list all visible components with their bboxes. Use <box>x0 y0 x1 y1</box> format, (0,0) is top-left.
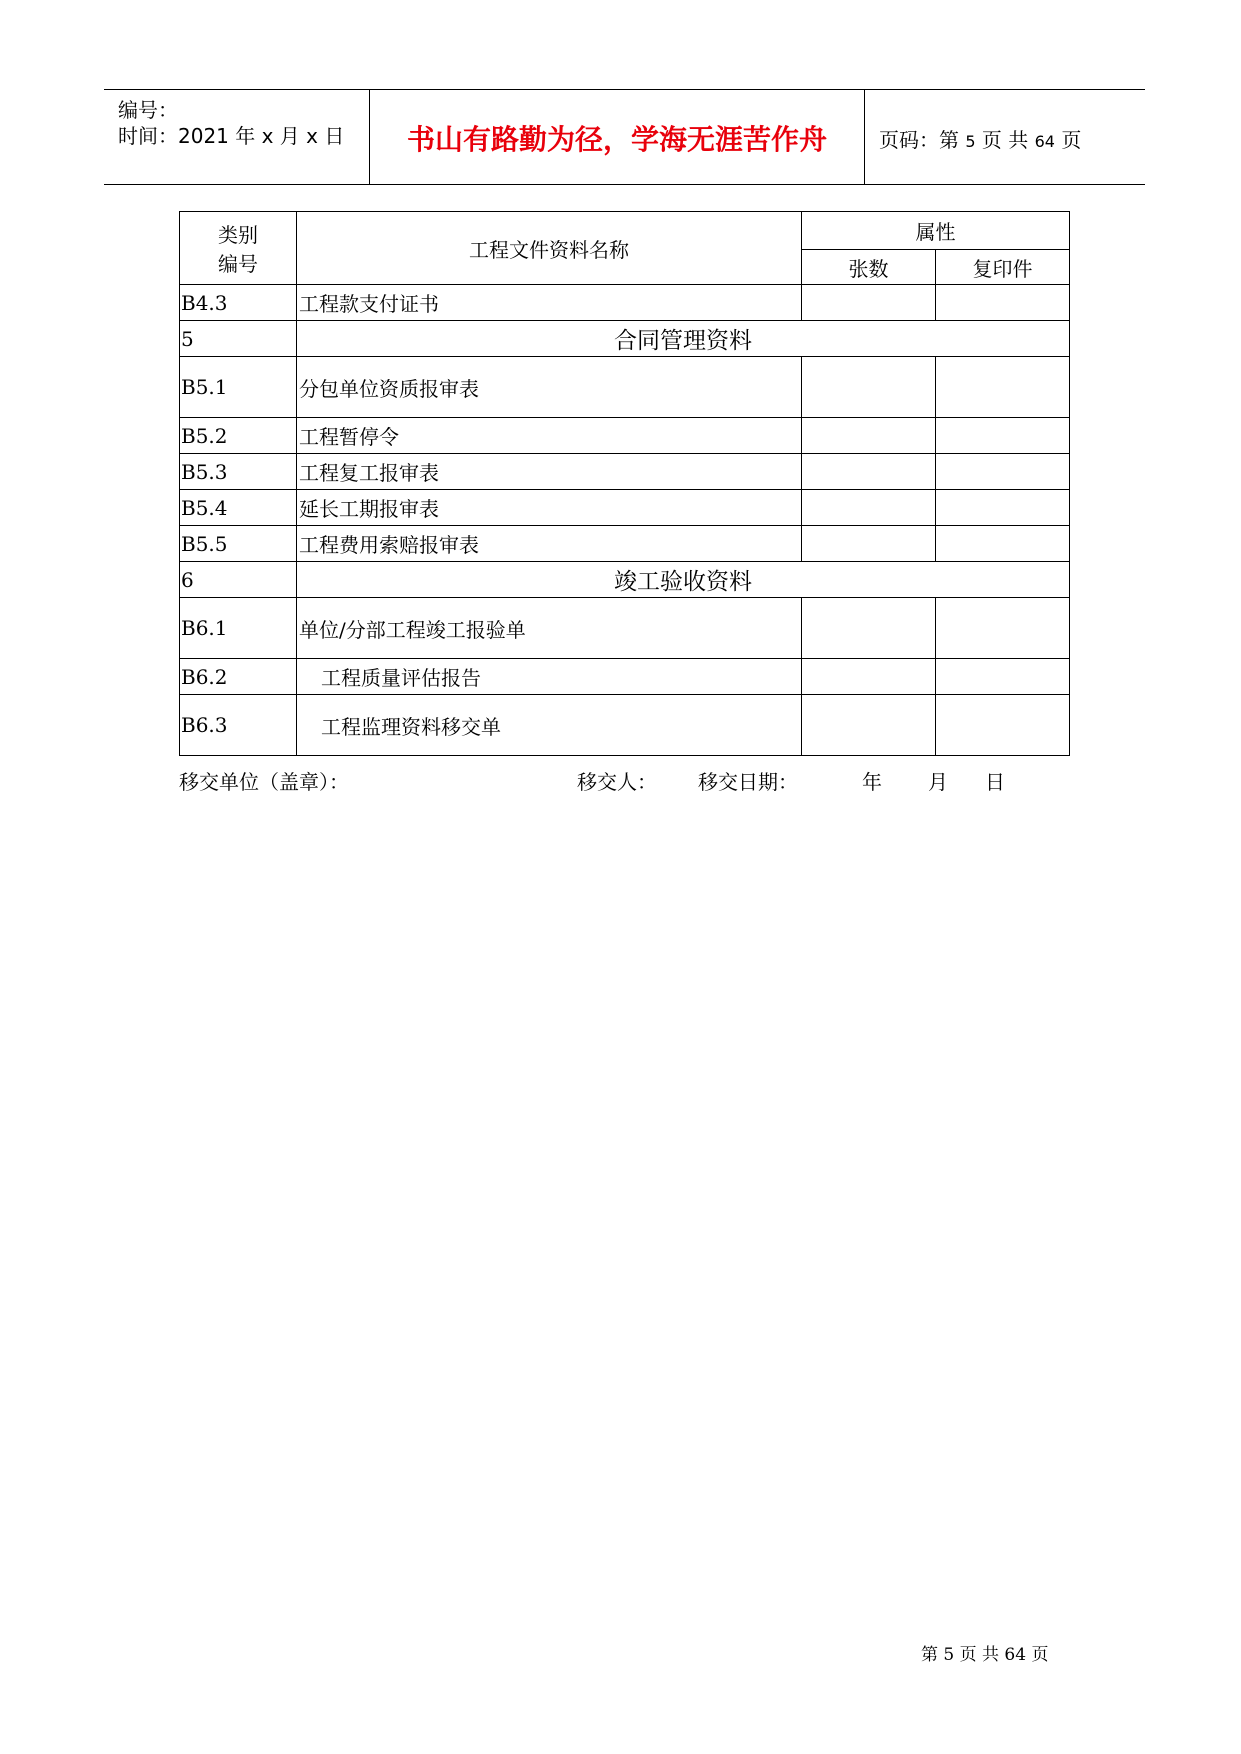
header-page-cell <box>865 90 1145 184</box>
table-row <box>180 454 1070 490</box>
section-code: 6 <box>180 562 297 598</box>
handover-year: 年 <box>862 770 882 794</box>
header-motto-cell <box>370 90 865 184</box>
handover-month: 月 <box>928 770 948 794</box>
header-meta <box>104 90 370 184</box>
table-row <box>180 695 1070 756</box>
row-copy <box>936 357 1070 418</box>
page-code-prefix: 页码：第 <box>879 128 959 152</box>
section-row <box>180 321 1070 357</box>
row-name: 分包单位资质报审表 <box>297 357 802 418</box>
page-current: 5 <box>965 132 976 151</box>
section-row <box>180 562 1070 598</box>
row-code: B6.3 <box>180 695 297 756</box>
row-name: 工程监理资料移交单 <box>297 695 802 756</box>
row-copy <box>936 526 1070 562</box>
row-copy <box>936 454 1070 490</box>
page-total: 64 <box>1034 132 1055 151</box>
header-copy-cell: 复印件 <box>936 250 1070 285</box>
page-code <box>879 124 1081 153</box>
header-category-line2: 编号 <box>218 252 258 276</box>
row-sheets <box>802 659 936 695</box>
row-name: 工程费用索赔报审表 <box>297 526 802 562</box>
header-attribute-cell: 属性 <box>802 212 1070 250</box>
page-code-mid: 页 共 <box>981 128 1029 152</box>
row-copy <box>936 598 1070 659</box>
page-code-suffix: 页 <box>1061 128 1082 152</box>
row-sheets <box>802 285 936 321</box>
row-code: B5.1 <box>180 357 297 418</box>
handover-person-label: 移交人： <box>577 770 657 794</box>
table-row <box>180 526 1070 562</box>
row-sheets <box>802 695 936 756</box>
table-row <box>180 357 1070 418</box>
handover-day: 日 <box>985 770 1005 794</box>
row-copy <box>936 659 1070 695</box>
row-sheets <box>802 490 936 526</box>
row-code: B6.2 <box>180 659 297 695</box>
table-row <box>180 598 1070 659</box>
row-copy <box>936 418 1070 454</box>
document-list-table <box>179 211 1070 756</box>
row-name: 工程暂停令 <box>297 418 802 454</box>
row-sheets <box>802 526 936 562</box>
row-sheets <box>802 454 936 490</box>
row-code: B5.2 <box>180 418 297 454</box>
table-header-row <box>180 212 1070 250</box>
row-code: B5.4 <box>180 490 297 526</box>
header-sheets-cell: 张数 <box>802 250 936 285</box>
table-row <box>180 285 1070 321</box>
doc-time: 时间：2021 年 x 月 x 日 <box>118 124 345 148</box>
header-category-line1: 类别 <box>218 223 258 247</box>
row-name: 工程质量评估报告 <box>297 659 802 695</box>
table-row <box>180 659 1070 695</box>
section-title: 合同管理资料 <box>297 321 1070 357</box>
section-title: 竣工验收资料 <box>297 562 1070 598</box>
doc-number-label: 编号： <box>118 98 178 122</box>
header-category-cell <box>180 212 297 285</box>
handover-date-label: 移交日期： <box>698 770 798 794</box>
header-name-cell: 工程文件资料名称 <box>297 212 802 285</box>
table-row <box>180 490 1070 526</box>
row-name: 单位/分部工程竣工报验单 <box>297 598 802 659</box>
row-code: B4.3 <box>180 285 297 321</box>
table-row <box>180 418 1070 454</box>
row-copy <box>936 490 1070 526</box>
page-number-footer: 第 5 页 共 64 页 <box>921 1645 1049 1665</box>
section-code: 5 <box>180 321 297 357</box>
row-name: 工程款支付证书 <box>297 285 802 321</box>
row-code: B5.5 <box>180 526 297 562</box>
row-name: 工程复工报审表 <box>297 454 802 490</box>
row-copy <box>936 285 1070 321</box>
row-name: 延长工期报审表 <box>297 490 802 526</box>
handover-unit-label: 移交单位（盖章）： <box>179 770 349 794</box>
page-header <box>104 89 1145 185</box>
row-sheets <box>802 598 936 659</box>
row-copy <box>936 695 1070 756</box>
row-sheets <box>802 357 936 418</box>
row-code: B5.3 <box>180 454 297 490</box>
row-sheets <box>802 418 936 454</box>
handover-line <box>179 766 1079 796</box>
row-code: B6.1 <box>180 598 297 659</box>
motto: 书山有路勤为径，学海无涯苦作舟 <box>406 123 827 156</box>
